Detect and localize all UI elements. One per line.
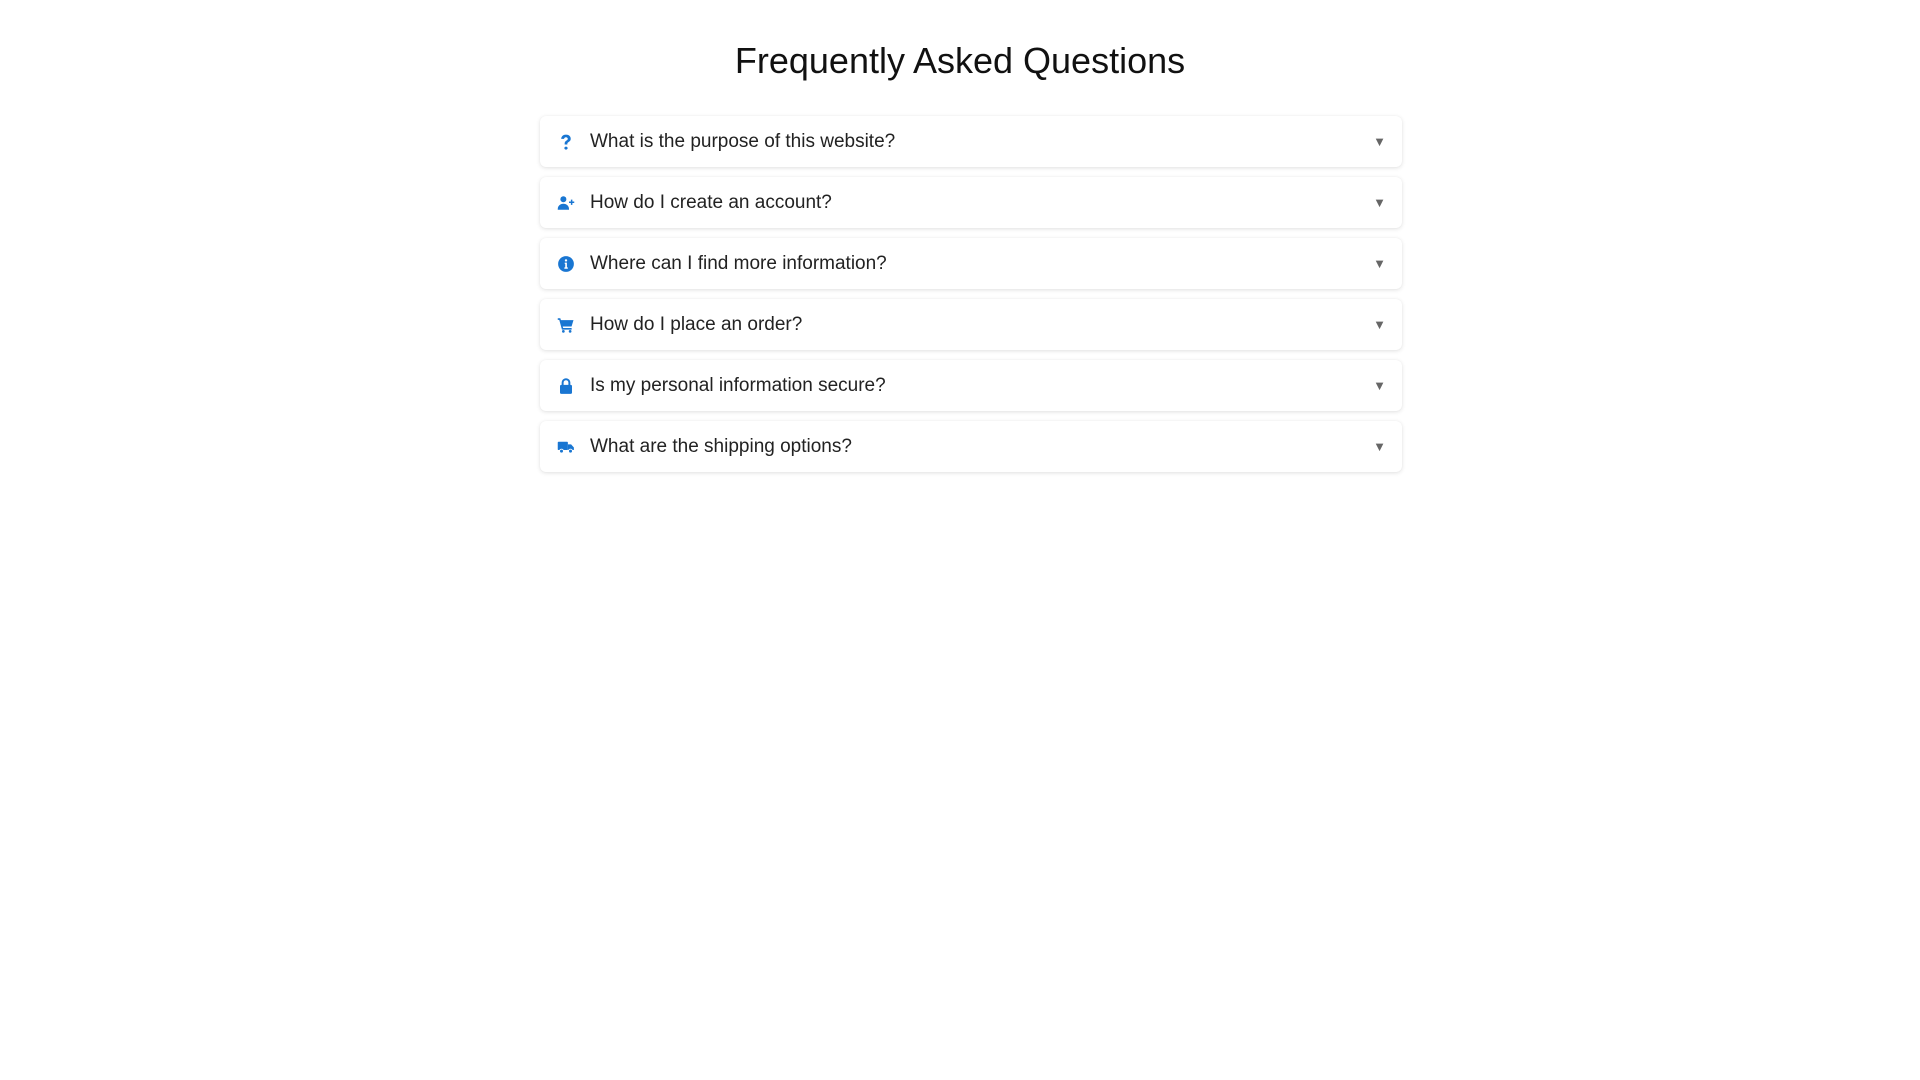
faq-item-more-information[interactable] xyxy=(540,238,1402,289)
faq-question: What are the shipping options? xyxy=(590,435,852,457)
faq-question: How do I place an order? xyxy=(590,313,803,335)
faq-question: What is the purpose of this website? xyxy=(590,130,896,152)
lock-icon xyxy=(556,376,576,396)
faq-item-information-secure[interactable] xyxy=(540,360,1402,411)
faq-question: How do I create an account? xyxy=(590,191,832,213)
chevron-down-icon: ▼ xyxy=(1373,377,1386,393)
faq-question: Is my personal information secure? xyxy=(590,374,886,396)
user-plus-icon xyxy=(556,193,576,213)
chevron-down-icon: ▼ xyxy=(1373,438,1386,454)
faq-item-shipping-options[interactable] xyxy=(540,421,1402,472)
page-title: Frequently Asked Questions xyxy=(734,40,1186,81)
question-mark-icon xyxy=(556,132,576,152)
faq-item-place-order[interactable] xyxy=(540,299,1402,350)
faq-list xyxy=(540,116,1402,482)
truck-icon xyxy=(556,437,576,457)
faq-item-purpose[interactable] xyxy=(540,116,1402,167)
chevron-down-icon: ▼ xyxy=(1373,194,1386,210)
faq-item-create-account[interactable] xyxy=(540,177,1402,228)
shopping-cart-icon xyxy=(556,315,576,335)
faq-question: Where can I find more information? xyxy=(590,252,887,274)
info-circle-icon xyxy=(556,254,576,274)
chevron-down-icon: ▼ xyxy=(1373,255,1386,271)
chevron-down-icon: ▼ xyxy=(1373,316,1386,332)
chevron-down-icon: ▼ xyxy=(1373,133,1386,149)
